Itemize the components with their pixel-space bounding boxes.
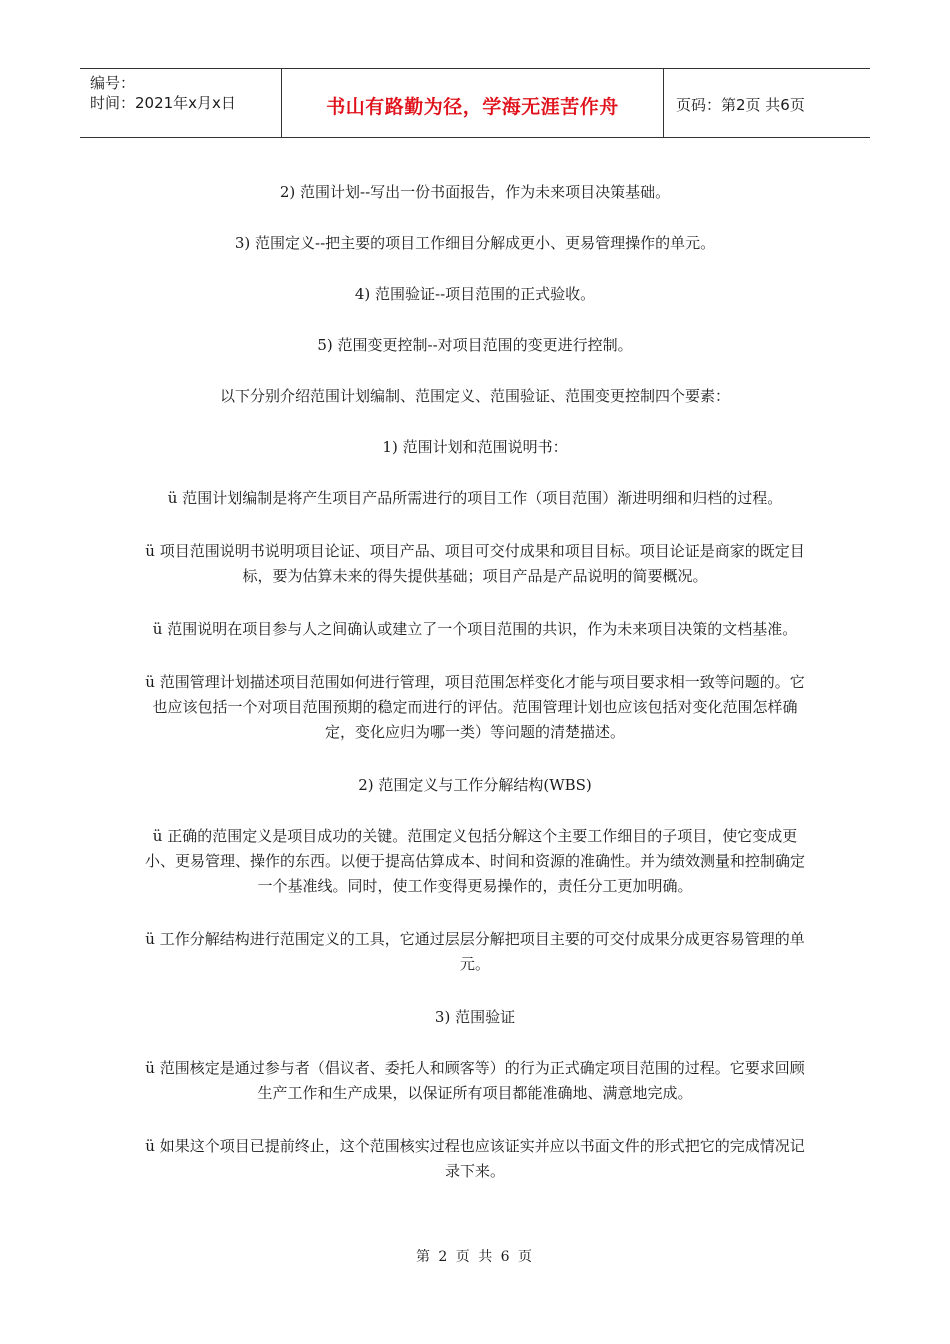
document-number-label: 编号： <box>90 74 136 92</box>
header-page-cell <box>664 69 870 137</box>
bullet-paragraph: ü 范围计划编制是将产生项目产品所需进行的项目工作（项目范围）渐进明细和归档的过程。 <box>167 489 783 507</box>
header-page-number: 页码：第2页 共6页 <box>676 95 805 114</box>
document-body <box>140 180 810 1212</box>
bullet-paragraph: ü 范围管理计划描述项目范围如何进行管理，项目范围怎样变化才能与项目要求相一致等问题的。它也应该包括一个对项目范围预期的稳定而进行的评估。范围管理计划也应该包括对变化范围怎样确定，变化应归为哪一类）等问题的清楚描述。 <box>145 673 805 741</box>
page-header <box>80 68 870 138</box>
list-item-scope-verification: 4) 范围验证--项目范围的正式验收。 <box>354 285 596 303</box>
list-item-scope-change-control: 5) 范围变更控制--对项目范围的变更进行控制。 <box>317 336 633 354</box>
bullet-paragraph: ü 正确的范围定义是项目成功的关键。范围定义包括分解这个主要工作细目的子项目，使它变成更小、更易管理、操作的东西。以便于提高估算成本、时间和资源的准确性。并为绩效测量和控制确定一个基准线。同时，使工作变得更易操作的，责任分工更加明确。 <box>144 827 805 895</box>
section-heading-scope-definition: 2) 范围定义与工作分解结构(WBS) <box>358 776 592 794</box>
header-info <box>80 69 282 137</box>
header-motto-cell <box>282 69 664 137</box>
intro-paragraph: 以下分别介绍范围计划编制、范围定义、范围验证、范围变更控制四个要素： <box>219 387 730 405</box>
section-heading-scope-plan: 1) 范围计划和范围说明书： <box>382 438 568 456</box>
list-item-scope-plan: 2) 范围计划--写出一份书面报告，作为未来项目决策基础。 <box>279 183 671 201</box>
bullet-paragraph: ü 工作分解结构进行范围定义的工具，它通过层层分解把项目主要的可交付成果分成更容易管理的单元。 <box>145 930 805 973</box>
page-footer: 第 2 页 共 6 页 <box>415 1249 535 1265</box>
bullet-paragraph: ü 如果这个项目已提前终止，这个范围核实过程也应该证实并应以书面文件的形式把它的完成情况记录下来。 <box>145 1137 805 1180</box>
document-time-label: 时间：2021年x月x日 <box>90 94 236 112</box>
bullet-paragraph: ü 范围说明在项目参与人之间确认或建立了一个项目范围的共识，作为未来项目决策的文档基准。 <box>152 620 798 638</box>
bullet-paragraph: ü 项目范围说明书说明项目论证、项目产品、项目可交付成果和项目目标。项目论证是商家的既定目标，要为估算未来的得失提供基础；项目产品是产品说明的简要概况。 <box>145 542 805 585</box>
header-motto: 书山有路勤为径，学海无涯苦作舟 <box>326 95 619 118</box>
section-heading-scope-verification: 3) 范围验证 <box>434 1008 516 1026</box>
list-item-scope-definition: 3) 范围定义--把主要的项目工作细目分解成更小、更易管理操作的单元。 <box>234 234 716 252</box>
bullet-paragraph: ü 范围核定是通过参与者（倡议者、委托人和顾客等）的行为正式确定项目范围的过程。它要求回顾生产工作和生产成果，以保证所有项目都能准确地、满意地完成。 <box>145 1059 805 1102</box>
